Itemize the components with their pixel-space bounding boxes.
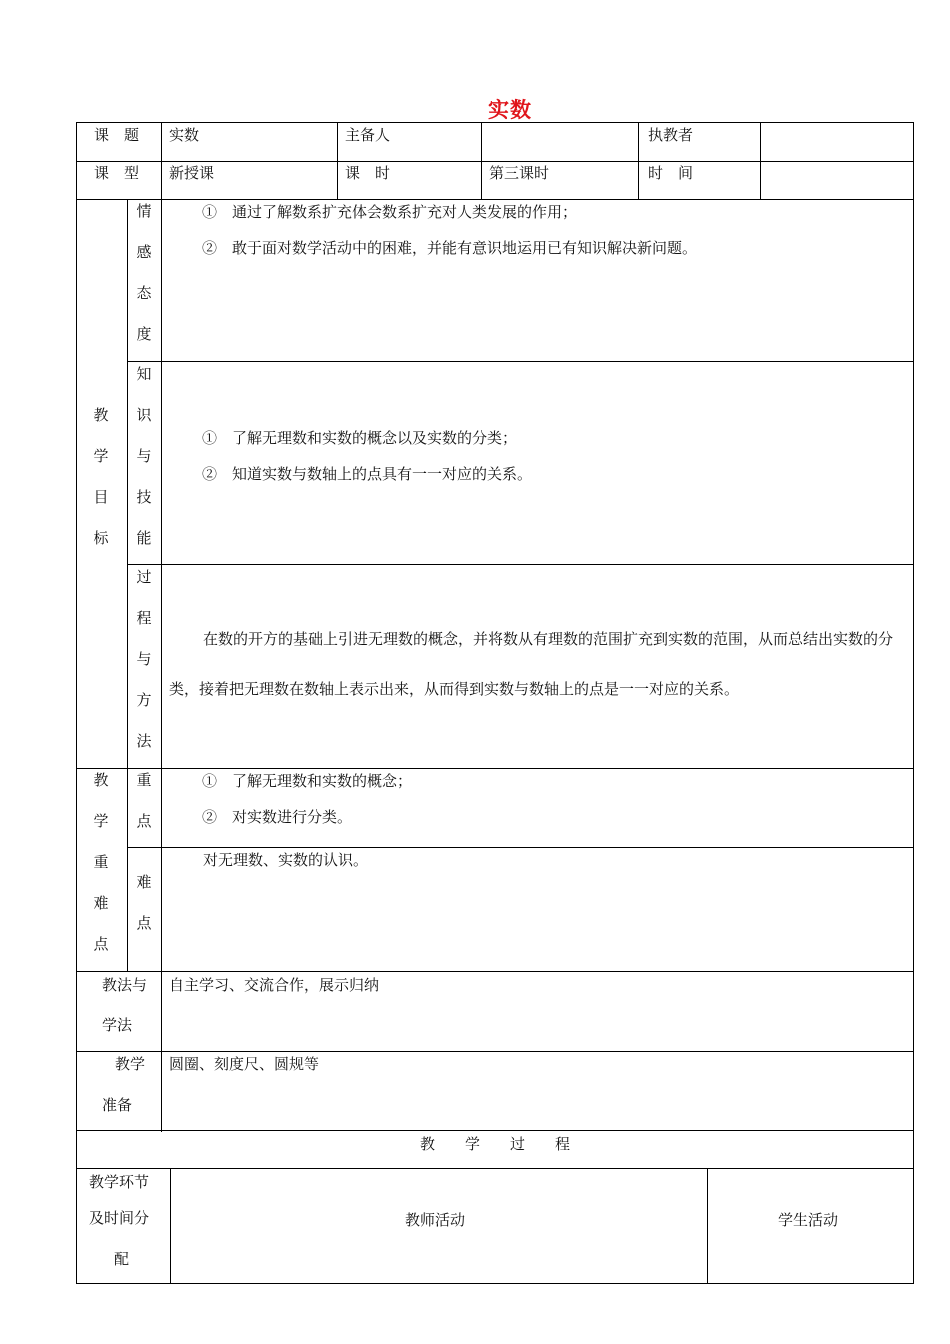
col-divider xyxy=(481,123,482,199)
row-divider xyxy=(77,768,913,769)
row-divider xyxy=(77,971,913,972)
important-item-1: ① 了解无理数和实数的概念； xyxy=(202,772,413,790)
knowledge-item-1: ① 了解无理数和实数的概念以及实数的分类； xyxy=(202,429,518,447)
topic-value: 实数 xyxy=(169,126,200,144)
knowledge-label: 知 识 与 技 能 xyxy=(136,365,152,547)
important-item-2: ② 对实数进行分类。 xyxy=(202,808,353,826)
difficult-label: 难 点 xyxy=(136,873,152,932)
process-col1-line1: 教学环节 xyxy=(89,1173,150,1191)
topic-label: 课 题 xyxy=(94,126,140,144)
preparation-label-line2: 准备 xyxy=(102,1096,133,1114)
row-divider xyxy=(77,199,913,200)
teacher-label: 执教者 xyxy=(648,126,694,144)
document-title: 实数 xyxy=(488,97,532,122)
col-divider xyxy=(170,1168,171,1283)
student-activity-header: 学生活动 xyxy=(778,1211,839,1229)
emotion-item-1: ① 通过了解数系扩充体会数系扩充对人类发展的作用； xyxy=(202,203,578,221)
row-divider xyxy=(77,161,913,162)
process-label: 过 程 与 方 法 xyxy=(136,568,152,750)
col-divider xyxy=(760,123,761,199)
process-col1-line2: 及时间分 xyxy=(89,1209,150,1227)
col-divider xyxy=(161,199,162,1132)
time-label: 时 间 xyxy=(648,164,694,182)
col-divider xyxy=(337,123,338,199)
period-label: 课 时 xyxy=(345,164,391,182)
planner-label: 主备人 xyxy=(345,126,391,144)
objectives-label: 教 学 目 标 xyxy=(93,406,109,547)
process-text: 在数的开方的基础上引进无理数的概念，并将数从有理数的范围扩充到实数的范围，从而总结出实数的分类，接着把无理数在数轴上表示出来，从而得到实数与数轴上的点是一一对应的关系。 xyxy=(169,630,894,698)
col-divider xyxy=(161,123,162,199)
row-divider xyxy=(127,361,913,362)
col-divider xyxy=(707,1168,708,1283)
preparation-value: 圆圈、刻度尺、圆规等 xyxy=(169,1055,320,1073)
emotion-label: 情 感 态 度 xyxy=(136,202,152,343)
methods-value: 自主学习、交流合作，展示归纳 xyxy=(169,976,380,994)
type-label: 课 型 xyxy=(94,164,140,182)
row-divider xyxy=(77,1168,913,1169)
row-divider xyxy=(127,847,913,848)
difficult-text: 对无理数、实数的认识。 xyxy=(203,851,369,869)
important-label: 重 点 xyxy=(136,771,152,830)
process-title: 教 学 过 程 xyxy=(419,1135,570,1153)
col-divider xyxy=(638,123,639,199)
emotion-item-2: ② 敢于面对数学活动中的困难，并能有意识地运用已有知识解决新问题。 xyxy=(202,239,698,257)
col-divider xyxy=(127,199,128,971)
key-points-label: 教 学 重 难 点 xyxy=(93,771,109,953)
row-divider xyxy=(127,564,913,565)
teaching-process-table xyxy=(76,1130,914,1284)
process-col1-line3: 配 xyxy=(114,1250,130,1268)
methods-label-line2: 学法 xyxy=(102,1016,133,1034)
methods-label-line1: 教法与 xyxy=(102,976,148,994)
row-divider xyxy=(77,1051,913,1052)
teacher-activity-header: 教师活动 xyxy=(405,1211,466,1229)
knowledge-item-2: ② 知道实数与数轴上的点具有一一对应的关系。 xyxy=(202,465,533,483)
period-value: 第三课时 xyxy=(489,164,550,182)
type-value: 新授课 xyxy=(169,164,215,182)
preparation-label-line1: 教学 xyxy=(115,1055,146,1073)
